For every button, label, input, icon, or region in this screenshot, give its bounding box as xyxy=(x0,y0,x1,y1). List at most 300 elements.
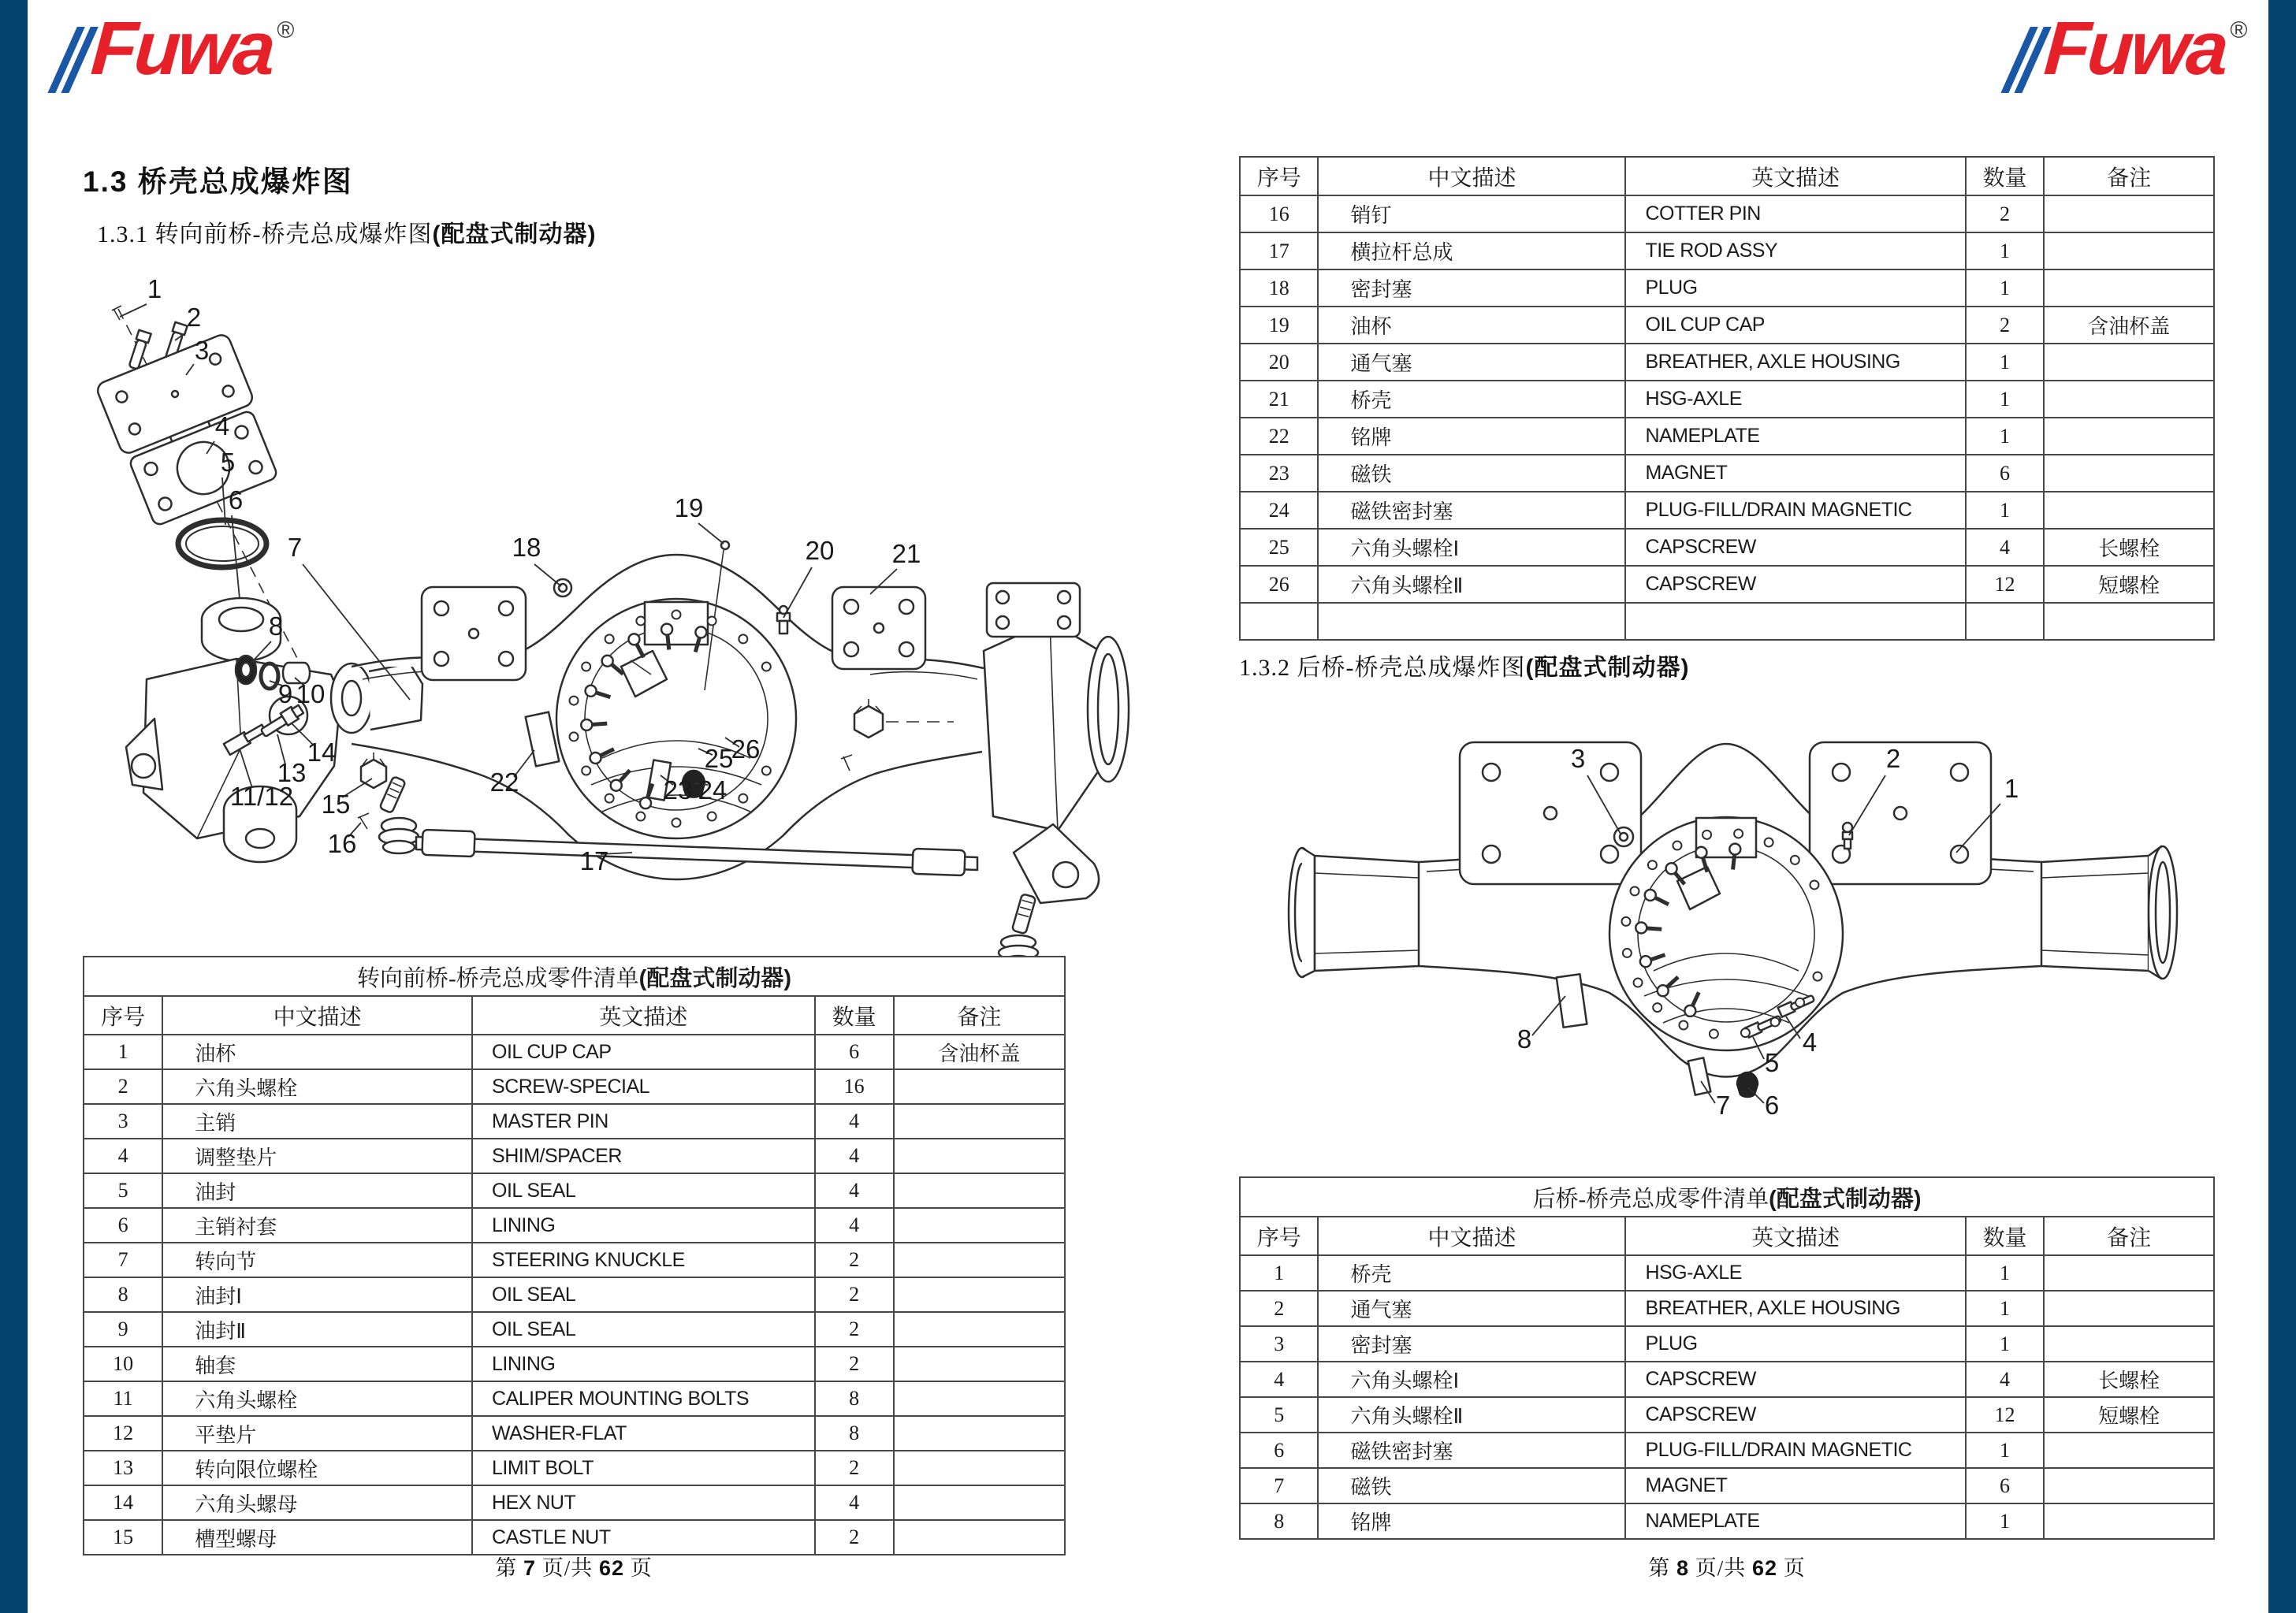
table-cell: 1 xyxy=(84,1035,162,1069)
table-cell: 油封Ⅰ xyxy=(162,1277,472,1312)
table-row xyxy=(1240,1362,2214,1397)
callout-number-8: 8 xyxy=(268,611,284,641)
table-cell: 4 xyxy=(1240,1362,1318,1397)
callout-number-4: 4 xyxy=(214,411,230,440)
footer-page-number: 8 xyxy=(1676,1556,1689,1580)
table-cell: 4 xyxy=(815,1173,894,1208)
table-cell: 3 xyxy=(1240,1326,1318,1362)
table-cell: 8 xyxy=(815,1416,894,1451)
table-cell: LIMIT BOLT xyxy=(472,1451,815,1485)
table-row xyxy=(1240,269,2214,307)
table-cell: 25 xyxy=(1240,529,1318,566)
footer-text: 页/共 xyxy=(541,1556,594,1580)
table-row xyxy=(84,1104,1065,1139)
table-cell: 4 xyxy=(815,1208,894,1243)
table-cell: OIL SEAL xyxy=(472,1277,815,1312)
exploded-diagram-front-axle xyxy=(47,260,1159,957)
table-cell xyxy=(2044,1468,2214,1503)
footer-page-number: 7 xyxy=(523,1556,536,1580)
table-cell: MASTER PIN xyxy=(472,1104,815,1139)
table-cell: 六角头螺栓Ⅰ xyxy=(1318,529,1625,566)
callout-leader-line xyxy=(698,523,724,544)
table-row xyxy=(84,1243,1065,1277)
table-cell: STEERING KNUCKLE xyxy=(472,1243,815,1277)
table-cell: 含油杯盖 xyxy=(2044,307,2214,344)
table-cell: 22 xyxy=(1240,418,1318,455)
table-row xyxy=(1240,344,2214,381)
table-cell: 1 xyxy=(1966,344,2044,381)
callout-number-24: 24 xyxy=(698,775,728,805)
table-row xyxy=(84,1139,1065,1173)
table-cell: 2 xyxy=(84,1069,162,1104)
table-row xyxy=(84,1451,1065,1485)
table-cell: 槽型螺母 xyxy=(162,1520,472,1555)
registered-mark: ® xyxy=(2230,17,2248,43)
table-row xyxy=(84,1485,1065,1520)
column-header: 中文描述 xyxy=(1318,157,1625,195)
table-cell xyxy=(894,1069,1065,1104)
table-cell xyxy=(894,1485,1065,1520)
table-cell: 短螺栓 xyxy=(2044,566,2214,603)
table-cell: 4 xyxy=(815,1104,894,1139)
table-cell: PLUG-FILL/DRAIN MAGNETIC xyxy=(1625,1433,1965,1468)
table-cell: 轴套 xyxy=(162,1347,472,1381)
column-header: 序号 xyxy=(1240,157,1318,195)
callout-number-2: 2 xyxy=(1885,744,1901,773)
table-cell xyxy=(1966,603,2044,640)
table-cell: HSG-AXLE xyxy=(1625,1255,1965,1291)
table-cell: 六角头螺栓 xyxy=(162,1069,472,1104)
callout-leader-line xyxy=(783,567,812,618)
table-cell: 磁铁 xyxy=(1318,1468,1625,1503)
table-cell: 横拉杆总成 xyxy=(1318,232,1625,269)
table-cell: 主销 xyxy=(162,1104,472,1139)
heading-plain: 1.3.1 转向前桥-桥壳总成爆炸图 xyxy=(97,221,433,247)
table-title: 后桥-桥壳总成零件清单(配盘式制动器) xyxy=(1240,1177,2214,1217)
table-cell: 13 xyxy=(84,1451,162,1485)
callout-number-25: 25 xyxy=(704,744,734,773)
table-cell: 1 xyxy=(1966,1433,2044,1468)
table-row xyxy=(1240,232,2214,269)
table-cell: 密封塞 xyxy=(1318,1326,1625,1362)
table-cell: NAMEPLATE xyxy=(1625,418,1965,455)
parts-table-front-axle xyxy=(83,956,1066,1555)
table-cell: 11 xyxy=(84,1381,162,1416)
callout-number-6: 6 xyxy=(1764,1091,1780,1120)
page-footer-right xyxy=(1530,1551,1924,1581)
callout-number-14: 14 xyxy=(307,738,337,767)
logo-brand-text: Fuwa xyxy=(2041,6,2229,91)
table-cell: BREATHER, AXLE HOUSING xyxy=(1625,344,1965,381)
footer-text: 第 xyxy=(495,1556,518,1580)
table-cell xyxy=(1625,603,1965,640)
table-row xyxy=(84,1173,1065,1208)
table-cell xyxy=(2044,269,2214,307)
column-header: 备注 xyxy=(2044,1217,2214,1255)
table-cell: 10 xyxy=(84,1347,162,1381)
callout-leader-line xyxy=(120,304,147,317)
table-cell: 六角头螺母 xyxy=(162,1485,472,1520)
table-cell: 19 xyxy=(1240,307,1318,344)
table-row xyxy=(1240,529,2214,566)
fuwa-logo-right xyxy=(2015,6,2248,97)
callout-number-5: 5 xyxy=(1764,1048,1780,1077)
rear-axle-artwork xyxy=(1289,742,2177,1097)
table-cell: 24 xyxy=(1240,492,1318,529)
table-cell: 9 xyxy=(84,1312,162,1347)
table-cell: 铭牌 xyxy=(1318,418,1625,455)
table-cell xyxy=(2044,1433,2214,1468)
footer-total-pages: 62 xyxy=(599,1556,625,1580)
table-cell: 8 xyxy=(1240,1503,1318,1539)
column-header: 备注 xyxy=(894,996,1065,1035)
fuwa-logo-left xyxy=(61,6,295,97)
table-cell: 1 xyxy=(1966,492,2044,529)
parts-table-rear-axle xyxy=(1239,1176,2215,1540)
table-title: 转向前桥-桥壳总成零件清单(配盘式制动器) xyxy=(84,957,1065,996)
table-row xyxy=(1240,1255,2214,1291)
table-cell: 2 xyxy=(815,1451,894,1485)
callout-number-20: 20 xyxy=(805,536,835,565)
logo-brand-text: Fuwa xyxy=(88,6,276,91)
table-cell: 2 xyxy=(1240,1291,1318,1326)
table-cell xyxy=(894,1243,1065,1277)
table-row xyxy=(1240,1503,2214,1539)
table-cell xyxy=(2044,492,2214,529)
table-cell: 油杯 xyxy=(162,1035,472,1069)
front-axle-artwork xyxy=(95,306,1129,957)
table-cell xyxy=(2044,418,2214,455)
table-cell: CAPSCREW xyxy=(1625,1362,1965,1397)
callout-number-22: 22 xyxy=(489,767,519,797)
left-blue-band xyxy=(0,0,28,1613)
callout-number-16: 16 xyxy=(327,829,357,858)
table-cell xyxy=(894,1520,1065,1555)
callout-number-18: 18 xyxy=(512,533,541,562)
table-cell xyxy=(1240,603,1318,640)
table-cell: 18 xyxy=(1240,269,1318,307)
parts-table-rear-axle xyxy=(1239,1176,2215,1540)
table-cell: OIL SEAL xyxy=(472,1173,815,1208)
callout-leader-line xyxy=(1532,996,1565,1035)
table-row xyxy=(1240,1326,2214,1362)
table-cell: 7 xyxy=(1240,1468,1318,1503)
table-cell: 2 xyxy=(815,1277,894,1312)
table-cell: 1 xyxy=(1966,1291,2044,1326)
callout-number-10: 10 xyxy=(296,679,326,708)
table-cell: HEX NUT xyxy=(472,1485,815,1520)
table-cell: 长螺栓 xyxy=(2044,529,2214,566)
table-cell: 转向节 xyxy=(162,1243,472,1277)
table-cell: 2 xyxy=(815,1520,894,1555)
table-cell xyxy=(1318,603,1625,640)
table-row xyxy=(84,1208,1065,1243)
table-row xyxy=(1240,307,2214,344)
table-cell xyxy=(894,1381,1065,1416)
table-cell xyxy=(2044,232,2214,269)
table-cell: 5 xyxy=(84,1173,162,1208)
table-title-row xyxy=(84,957,1065,996)
table-cell: PLUG xyxy=(1625,1326,1965,1362)
table-row xyxy=(1240,492,2214,529)
table-cell: 17 xyxy=(1240,232,1318,269)
parts-table-front-axle-continued xyxy=(1239,156,2215,641)
callout-number-13: 13 xyxy=(277,758,307,787)
column-header: 数量 xyxy=(1966,1217,2044,1255)
table-cell xyxy=(2044,1255,2214,1291)
table-cell xyxy=(894,1104,1065,1139)
table-cell: 16 xyxy=(1240,195,1318,232)
table-cell: 12 xyxy=(84,1416,162,1451)
table-cell: 1 xyxy=(1240,1255,1318,1291)
table-cell: 短螺栓 xyxy=(2044,1397,2214,1433)
table-cell: 6 xyxy=(1966,1468,2044,1503)
table-cell: 平垫片 xyxy=(162,1416,472,1451)
table-cell: 通气塞 xyxy=(1318,344,1625,381)
table-row xyxy=(1240,1291,2214,1326)
table-cell xyxy=(894,1277,1065,1312)
table-cell: BREATHER, AXLE HOUSING xyxy=(1625,1291,1965,1326)
footer-text: 页/共 xyxy=(1695,1556,1747,1580)
table-cell: 长螺栓 xyxy=(2044,1362,2214,1397)
column-header: 中文描述 xyxy=(162,996,472,1035)
table-cell: 4 xyxy=(1966,1362,2044,1397)
table-cell xyxy=(894,1312,1065,1347)
table-cell xyxy=(894,1208,1065,1243)
registered-mark: ® xyxy=(277,17,295,43)
table-cell: LINING xyxy=(472,1208,815,1243)
table-row xyxy=(1240,455,2214,492)
table-cell: HSG-AXLE xyxy=(1625,381,1965,418)
table-cell: 1 xyxy=(1966,418,2044,455)
table-cell: 1 xyxy=(1966,381,2044,418)
footer-total-pages: 62 xyxy=(1752,1556,1778,1580)
table-cell: CAPSCREW xyxy=(1625,1397,1965,1433)
column-header: 英文描述 xyxy=(1625,1217,1965,1255)
table-cell xyxy=(2044,381,2214,418)
table-cell: 6 xyxy=(1966,455,2044,492)
column-header: 备注 xyxy=(2044,157,2214,195)
heading-bold: (配盘式制动器) xyxy=(1525,655,1690,681)
table-cell: OIL SEAL xyxy=(472,1312,815,1347)
footer-text: 页 xyxy=(630,1556,653,1580)
table-cell: 2 xyxy=(1966,195,2044,232)
exploded-diagram-rear-axle xyxy=(1265,704,2207,1170)
table-cell: 密封塞 xyxy=(1318,269,1625,307)
table-cell: 1 xyxy=(1966,1503,2044,1539)
callout-number-3: 3 xyxy=(194,336,210,365)
table-cell: 2 xyxy=(815,1243,894,1277)
table-cell: PLUG-FILL/DRAIN MAGNETIC xyxy=(1625,492,1965,529)
table-cell xyxy=(2044,455,2214,492)
table-cell xyxy=(2044,603,2214,640)
callout-number-23: 23 xyxy=(663,775,693,805)
callout-number-4: 4 xyxy=(1802,1028,1818,1057)
column-header: 序号 xyxy=(1240,1217,1318,1255)
table-cell: 桥壳 xyxy=(1318,1255,1625,1291)
table-cell: 14 xyxy=(84,1485,162,1520)
table-cell xyxy=(894,1173,1065,1208)
table-row xyxy=(84,1381,1065,1416)
callout-number-15: 15 xyxy=(321,790,351,819)
table-header-row xyxy=(1240,157,2214,195)
table-cell: 4 xyxy=(84,1139,162,1173)
section-heading-1-3: 1.3 桥壳总成爆炸图 xyxy=(83,165,353,198)
table-cell: CAPSCREW xyxy=(1625,566,1965,603)
table-cell: 21 xyxy=(1240,381,1318,418)
footer-text: 第 xyxy=(1648,1556,1671,1580)
table-cell: 12 xyxy=(1966,1397,2044,1433)
table-row xyxy=(1240,1433,2214,1468)
callout-leader-line xyxy=(534,564,561,586)
table-cell: WASHER-FLAT xyxy=(472,1416,815,1451)
parts-table-front-axle xyxy=(83,956,1066,1555)
table-cell: 4 xyxy=(1966,529,2044,566)
table-cell: 桥壳 xyxy=(1318,381,1625,418)
table-cell: 六角头螺栓 xyxy=(162,1381,472,1416)
callout-number-26: 26 xyxy=(731,734,761,764)
callout-number-6: 6 xyxy=(228,485,244,515)
table-cell: CASTLE NUT xyxy=(472,1520,815,1555)
table-cell: 油杯 xyxy=(1318,307,1625,344)
table-cell: 8 xyxy=(815,1381,894,1416)
table-cell: 23 xyxy=(1240,455,1318,492)
table-cell: OIL CUP CAP xyxy=(1625,307,1965,344)
callout-number-17: 17 xyxy=(579,846,609,875)
table-cell: 通气塞 xyxy=(1318,1291,1625,1326)
table-cell: 磁铁密封塞 xyxy=(1318,492,1625,529)
table-cell: 磁铁密封塞 xyxy=(1318,1433,1625,1468)
table-row xyxy=(84,1347,1065,1381)
table-row xyxy=(1240,195,2214,232)
table-cell: PLUG xyxy=(1625,269,1965,307)
table-row xyxy=(84,1035,1065,1069)
table-cell xyxy=(2044,195,2214,232)
table-cell: MAGNET xyxy=(1625,455,1965,492)
table-cell: 5 xyxy=(1240,1397,1318,1433)
callout-number-3: 3 xyxy=(1570,744,1586,773)
section-heading-1-3-2 xyxy=(1239,648,1689,682)
table-cell: 2 xyxy=(1966,307,2044,344)
table-row xyxy=(84,1416,1065,1451)
right-blue-band xyxy=(2268,0,2296,1613)
table-cell: NAMEPLATE xyxy=(1625,1503,1965,1539)
table-cell: 六角头螺栓Ⅱ xyxy=(1318,566,1625,603)
table-cell: 15 xyxy=(84,1520,162,1555)
table-cell: 2 xyxy=(815,1347,894,1381)
table-row xyxy=(1240,381,2214,418)
table-cell: 4 xyxy=(815,1139,894,1173)
table-cell: 1 xyxy=(1966,1326,2044,1362)
table-cell: MAGNET xyxy=(1625,1468,1965,1503)
table-header-row xyxy=(84,996,1065,1035)
table-cell: 铭牌 xyxy=(1318,1503,1625,1539)
table-cell: 7 xyxy=(84,1243,162,1277)
table-cell: TIE ROD ASSY xyxy=(1625,232,1965,269)
table-cell: 转向限位螺栓 xyxy=(162,1451,472,1485)
table-cell: 销钉 xyxy=(1318,195,1625,232)
section-heading-1-3-1 xyxy=(97,214,596,249)
callout-number-7: 7 xyxy=(1715,1091,1731,1120)
page-footer-left xyxy=(377,1551,771,1581)
table-row xyxy=(84,1520,1065,1555)
table-row xyxy=(1240,1468,2214,1503)
table-cell: 20 xyxy=(1240,344,1318,381)
table-cell: 1 xyxy=(1966,1255,2044,1291)
table-cell: 6 xyxy=(1240,1433,1318,1468)
table-cell: 26 xyxy=(1240,566,1318,603)
table-row xyxy=(1240,1397,2214,1433)
table-row xyxy=(84,1312,1065,1347)
callout-number-2: 2 xyxy=(186,303,202,332)
table-cell: 1 xyxy=(1966,232,2044,269)
table-row xyxy=(84,1069,1065,1104)
column-header: 数量 xyxy=(815,996,894,1035)
callout-number-9: 9 xyxy=(277,679,293,708)
table-cell xyxy=(894,1416,1065,1451)
table-cell: 3 xyxy=(84,1104,162,1139)
table-cell: 六角头螺栓Ⅱ xyxy=(1318,1397,1625,1433)
table-cell: 含油杯盖 xyxy=(894,1035,1065,1069)
table-row xyxy=(1240,418,2214,455)
table-cell: COTTER PIN xyxy=(1625,195,1965,232)
table-cell: 6 xyxy=(84,1208,162,1243)
table-cell: 磁铁 xyxy=(1318,455,1625,492)
table-row xyxy=(84,1277,1065,1312)
table-cell: 12 xyxy=(1966,566,2044,603)
table-cell: 六角头螺栓Ⅰ xyxy=(1318,1362,1625,1397)
table-cell: 2 xyxy=(815,1312,894,1347)
column-header: 英文描述 xyxy=(472,996,815,1035)
table-header-row xyxy=(1240,1217,2214,1255)
heading-plain: 1.3.2 后桥-桥壳总成爆炸图 xyxy=(1239,655,1526,681)
table-cell xyxy=(894,1347,1065,1381)
table-cell xyxy=(2044,1503,2214,1539)
table-cell: 油封Ⅱ xyxy=(162,1312,472,1347)
table-cell: SCREW-SPECIAL xyxy=(472,1069,815,1104)
table-cell xyxy=(2044,1326,2214,1362)
table-cell xyxy=(2044,344,2214,381)
callout-number-19: 19 xyxy=(674,493,704,522)
callout-number-21: 21 xyxy=(891,539,921,568)
table-cell: 调整垫片 xyxy=(162,1139,472,1173)
callout-number-11-12: 11/12 xyxy=(229,782,294,811)
callout-number-8: 8 xyxy=(1516,1024,1532,1054)
table-cell: 主销衬套 xyxy=(162,1208,472,1243)
table-cell: SHIM/SPACER xyxy=(472,1139,815,1173)
table-cell xyxy=(2044,1291,2214,1326)
table-title-row xyxy=(1240,1177,2214,1217)
table-cell: 8 xyxy=(84,1277,162,1312)
table-cell: CAPSCREW xyxy=(1625,529,1965,566)
table-cell: CALIPER MOUNTING BOLTS xyxy=(472,1381,815,1416)
table-cell: LINING xyxy=(472,1347,815,1381)
table-cell: OIL CUP CAP xyxy=(472,1035,815,1069)
table-cell: 1 xyxy=(1966,269,2044,307)
column-header: 序号 xyxy=(84,996,162,1035)
footer-text: 页 xyxy=(1783,1556,1806,1580)
parts-table-front-axle-continued xyxy=(1239,156,2215,641)
heading-bold: (配盘式制动器) xyxy=(432,221,597,247)
callout-number-1: 1 xyxy=(2004,774,2019,803)
callout-number-5: 5 xyxy=(220,448,236,477)
table-cell xyxy=(894,1139,1065,1173)
table-row xyxy=(1240,603,2214,640)
column-header: 中文描述 xyxy=(1318,1217,1625,1255)
callout-number-7: 7 xyxy=(287,533,303,562)
table-row xyxy=(1240,566,2214,603)
table-cell: 6 xyxy=(815,1035,894,1069)
